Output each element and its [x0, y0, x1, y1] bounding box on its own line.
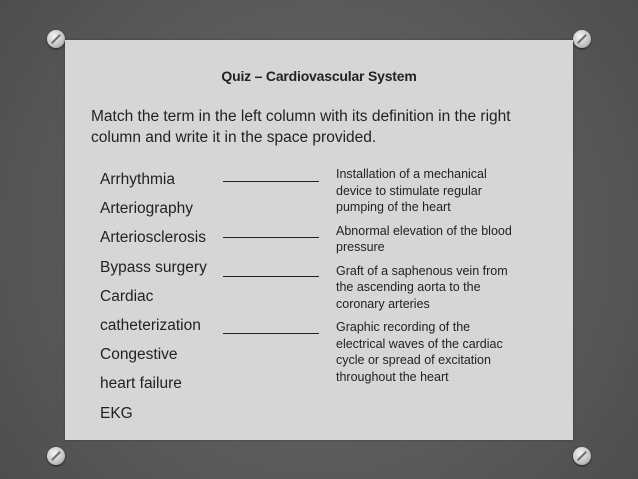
term-item: Arrhythmia — [100, 171, 175, 188]
term-item: Congestive — [100, 346, 178, 364]
definition-item: Installation of a mechanical device to stimulate regular pumping of the heart — [336, 167, 487, 214]
definitions-column — [336, 166, 521, 392]
answer-blank-line — [223, 276, 319, 277]
instructions-text: Match the term in the left column with its definition in the right column and write it in the space provided. — [91, 108, 511, 146]
answer-blanks — [223, 40, 323, 440]
term-item: heart failure — [100, 375, 182, 393]
term-item: Arteriosclerosis — [100, 229, 206, 247]
screw-icon — [573, 447, 591, 465]
term-item: Arteriography — [100, 200, 194, 218]
answer-blank-line — [223, 237, 319, 238]
answer-blank-line — [223, 181, 319, 182]
term-item: EKG — [100, 404, 133, 422]
screw-icon — [47, 447, 65, 465]
slide-paper — [65, 40, 573, 440]
term-item: Cardiac — [100, 287, 154, 305]
slide-title: Quiz – Cardiovascular System — [221, 68, 417, 84]
screw-icon — [47, 30, 65, 48]
definition-item: Abnormal elevation of the blood pressure — [336, 223, 512, 254]
screw-icon — [573, 30, 591, 48]
answer-blank-line — [223, 333, 319, 334]
definition-item: Graft of a saphenous vein from the ascending aorta to the coronary arteries — [336, 263, 508, 311]
term-item: Bypass surgery — [100, 258, 207, 276]
term-item: catheterization — [100, 317, 201, 335]
definition-item: Graphic recording of the electrical waves of the cardiac cycle or spread of excitation throughout the heart — [336, 320, 503, 384]
